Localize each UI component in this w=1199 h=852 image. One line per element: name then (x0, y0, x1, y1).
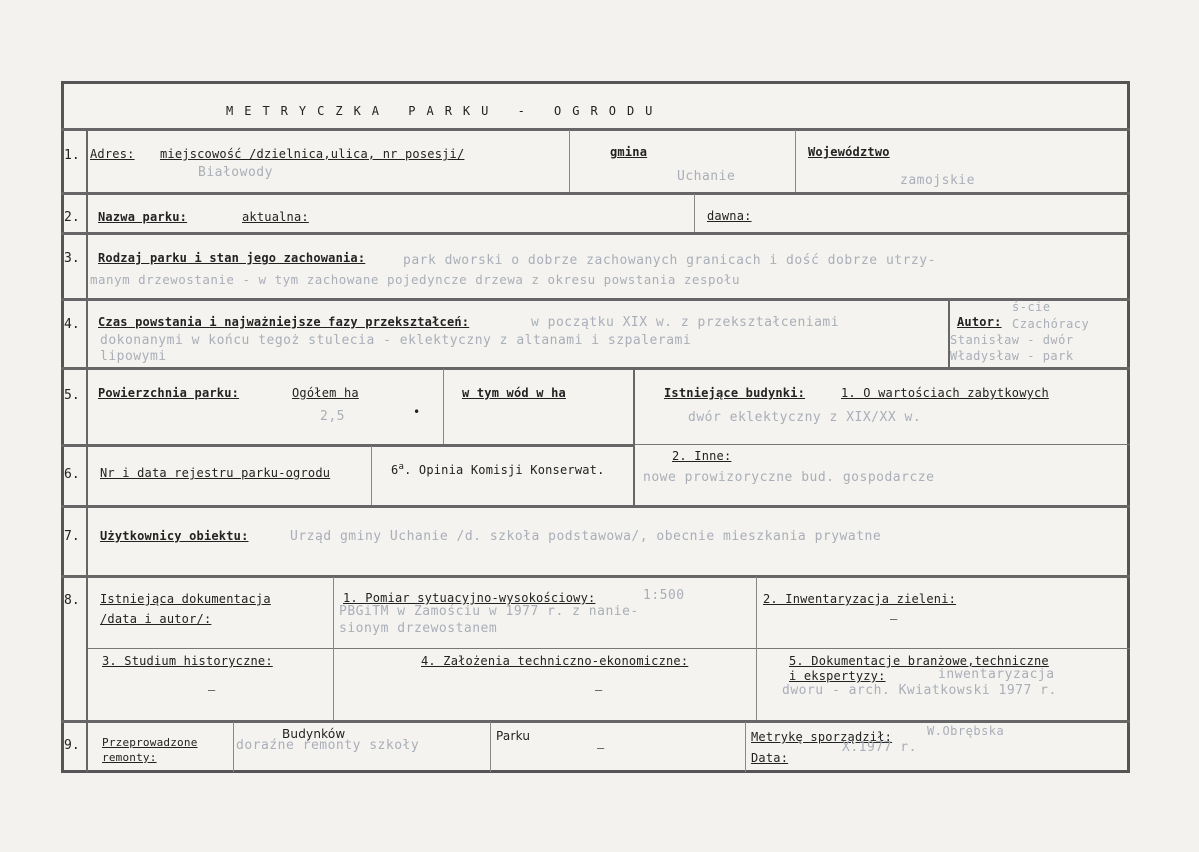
section-number: 1. (64, 148, 80, 163)
field-label: dawna: (707, 209, 752, 223)
field-value: doraźne remonty szkoły (236, 738, 420, 753)
field-value: Władysław - park (950, 349, 1074, 363)
field-value: Urząd gminy Uchanie /d. szkoła podstawowa/, obecnie mieszkania prywatne (290, 529, 882, 544)
field-value: dwór eklektyczny z XIX/XX w. (688, 410, 922, 425)
field-value: nowe prowizoryczne bud. gospodarcze (643, 470, 935, 485)
divider-6 (61, 505, 1130, 508)
v-1b (795, 130, 796, 192)
divider-7 (61, 575, 1130, 578)
field-label: Ogółem ha (292, 386, 359, 400)
field-value: — (595, 683, 603, 697)
field-value: Stanisław - dwór (950, 333, 1074, 347)
section-number: 5. (64, 388, 80, 403)
field-value: Uchanie (677, 169, 736, 184)
section-number: 4. (64, 317, 80, 332)
field-label: Nazwa parku: (98, 210, 188, 224)
field-value: park dworski o dobrze zachowanych granicach i dość dobrze utrzy- (403, 253, 936, 268)
field-value: 2,5 (320, 409, 345, 424)
field-value: sionym drzewostanem (339, 621, 498, 636)
field-label: /data i autor/: (100, 612, 212, 626)
field-label: Użytkownicy obiektu: (100, 529, 249, 543)
number-column-line (86, 128, 88, 772)
field-label: 1. O wartościach zabytkowych (841, 386, 1049, 400)
field-label: Parku (496, 729, 531, 743)
field-label: Powierzchnia parku: (98, 386, 240, 400)
field-label: 3. Studium historyczne: (102, 654, 273, 668)
field-value: zamojskie (900, 173, 975, 188)
v-2 (694, 194, 695, 232)
field-value: Czachóracy (1012, 317, 1090, 331)
divider-3 (61, 298, 1130, 301)
section-number: 7. (64, 529, 80, 544)
field-label: 2. Inwentaryzacja zieleni: (763, 592, 957, 606)
divider-8 (61, 720, 1130, 723)
field-label: 1. Pomiar sytuacyjno-wysokościowy: (343, 591, 596, 605)
field-label: miejscowość /dzielnica,ulica, nr posesji/ (160, 147, 465, 161)
divider-2 (61, 232, 1130, 235)
v-9c (745, 722, 746, 772)
divider-title (61, 128, 1130, 131)
field-value: lipowymi (100, 349, 167, 364)
field-label: w tym wód w ha (462, 386, 566, 400)
v-5b (633, 369, 635, 505)
divider-8mid (88, 648, 1130, 649)
field-label: Budynków (282, 727, 346, 741)
divider-4 (61, 367, 1130, 370)
opinia-label: 6$^a$. Opinia Komisji Konserwat. (391, 462, 605, 477)
field-label: Data: (751, 751, 789, 765)
section-number: 8. (64, 593, 80, 608)
field-value: — (890, 612, 898, 626)
field-label: Adres: (90, 147, 135, 161)
v-5a (443, 369, 444, 444)
field-value: manym drzewostanie - w tym zachowane pojedyncze drzewa z okresu powstania zespołu (90, 272, 741, 287)
dot-mark: • (413, 405, 421, 419)
field-label: Przeprowadzone (102, 736, 198, 749)
field-value: w początku XIX w. z przekształceniami (531, 315, 840, 330)
field-value: inwentaryzacja (938, 667, 1055, 682)
divider-1 (61, 192, 1130, 195)
field-label: Istniejące budynki: (664, 386, 806, 400)
v-6 (371, 446, 372, 505)
field-label: Istniejąca dokumentacja (100, 592, 271, 606)
section-number: 6. (64, 467, 80, 482)
field-label: i ekspertyzy: (789, 669, 886, 683)
field-label: aktualna: (242, 210, 309, 224)
v-9a (233, 722, 234, 772)
section-number: 3. (64, 251, 80, 266)
field-label: Województwo (808, 145, 890, 159)
field-value: X.1977 r. (842, 740, 917, 755)
field-label: Rodzaj parku i stan jego zachowania: (98, 251, 366, 265)
field-value: W.Obrębska (927, 724, 1005, 738)
field-label: 4. Założenia techniczno-ekonomiczne: (421, 654, 689, 668)
field-label: Metrykę sporządził: (751, 730, 893, 744)
section-number: 9. (64, 738, 80, 753)
v-8a (333, 577, 334, 720)
page-title: METRYCZKA PARKU - OGRODU (226, 104, 664, 118)
field-label: gmina (610, 145, 648, 159)
field-value: — (208, 683, 216, 697)
field-value: PBGiTM w Zamościu w 1977 r. z nanie- (339, 604, 639, 619)
field-value: dokonanymi w końcu tegoż stulecia - eklektyczny z altanami i szpalerami (100, 333, 692, 348)
v-8b (756, 577, 757, 720)
section-number: 2. (64, 210, 80, 225)
field-label: Autor: (957, 315, 1002, 329)
divider-5 (61, 444, 633, 447)
field-label: Czas powstania i najważniejsze fazy przekształceń: (98, 315, 470, 329)
field-value: ś-cie (1012, 300, 1051, 314)
divider-5b (633, 444, 1130, 445)
field-label: remonty: (102, 751, 157, 764)
field-label: 5. Dokumentacje branżowe,techniczne (789, 654, 1049, 668)
v-9b (490, 722, 491, 772)
field-value: — (597, 741, 605, 755)
v-1a (569, 130, 570, 192)
field-label: Nr i data rejestru parku-ogrodu (100, 466, 331, 480)
field-label: 2. Inne: (672, 449, 732, 463)
field-value: 1:500 (643, 588, 685, 603)
field-value: Białowody (198, 165, 273, 180)
field-value: dworu - arch. Kwiatkowski 1977 r. (782, 683, 1057, 698)
